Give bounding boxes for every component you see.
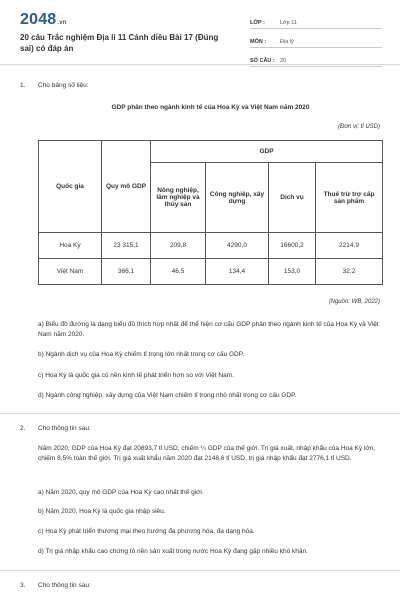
- q1-statement-d: d) Ngành công nghiệp, xây dựng của Việt Nam chiếm tỉ trọng nhỏ nhất trong cơ cấu GDP.: [38, 392, 297, 399]
- question-1-prompt: Cho bảng số liệu:: [38, 82, 89, 89]
- cell-service: 16600,2: [269, 233, 316, 259]
- cell-scale: 23 315,1: [102, 233, 151, 259]
- gdp-table: [38, 140, 383, 285]
- question-2-number: 2.: [20, 425, 26, 432]
- header-gdp-scale: Quy mô GDP: [102, 141, 151, 233]
- question-3-prompt: Cho thông tin sau:: [38, 582, 91, 589]
- q1-statement-b: b) Ngành dịch vụ của Hoa Kỳ chiếm tỉ trọng lớn nhất trong cơ cấu GDP.: [38, 351, 245, 358]
- q1-statement-a: a) Biểu đồ đường là dạng biểu đồ thích hợp nhất để thể hiện cơ cấu GDP phân theo ngành kinh tế của Hoa Kỳ và Việt Nam năm 2020.: [38, 321, 379, 338]
- header-service: Dịch vụ: [269, 163, 316, 233]
- table-source: (Nguồn: WB, 2022): [328, 299, 380, 305]
- table-row: [39, 259, 383, 285]
- meta-count-key: SỐ CÂU :: [250, 58, 275, 64]
- header-industry: Công nghiệp, xây dựng: [206, 163, 269, 233]
- cell-service: 153,0: [269, 259, 316, 285]
- question-3-number: 3.: [20, 582, 26, 589]
- question-2-prompt: Cho thông tin sau:: [38, 425, 91, 432]
- cell-country: Hoa Kỳ: [39, 233, 102, 259]
- cell-agri: 46,5: [151, 259, 206, 285]
- cell-scale: 366,1: [102, 259, 151, 285]
- cell-tax: 32,2: [316, 259, 383, 285]
- page-header: [0, 0, 400, 65]
- meta-subject: [250, 32, 382, 48]
- table-row: [39, 233, 383, 259]
- table-unit: (Đơn vị: tỉ USD): [338, 124, 380, 130]
- q1-statement-c: c) Hoa Kỳ là quốc gia có nền kinh tế phát triển hơn so với Việt Nam.: [38, 372, 234, 379]
- meta-class-value: Lớp 11: [280, 20, 297, 26]
- question-1-number: 1.: [20, 82, 26, 89]
- header-agriculture: Nông nghiệp, lâm nghiệp và thủy sản: [151, 163, 206, 233]
- table-header-row: [39, 141, 383, 163]
- question-divider: [0, 413, 400, 414]
- document-title: 20 câu Trắc nghiệm Địa lí 11 Cánh diều Bài 17 (Đúng sai) có đáp án: [20, 33, 219, 53]
- cell-tax: 2214,9: [316, 233, 383, 259]
- logo-ext: .vn: [57, 20, 67, 26]
- logo-text: 2048: [20, 11, 57, 28]
- q2-statement-d: d) Trị giá nhập khẩu cao chứng tỏ nền sản xuất trong nước Hoa Kỳ đang gặp nhiều khó khăn.: [38, 548, 308, 555]
- question-divider: [0, 570, 400, 571]
- q2-statement-b: b) Năm 2020, Hoa Kỳ là quốc gia nhập siêu.: [38, 508, 166, 515]
- cell-industry: 4290,0: [206, 233, 269, 259]
- meta-subject-value: Địa lý: [280, 39, 294, 45]
- table-title: GDP phân theo ngành kinh tế của Hoa Kỳ và Việt Nam năm 2020: [111, 104, 310, 111]
- cell-country: Việt Nam: [39, 259, 102, 285]
- q2-info: Năm 2020, GDP của Hoa Kỳ đạt 20893,7 tỉ USD, chiếm ¼ GDP của thế giới. Trị giá xuất, nhập khẩu của Hoa Kỳ lớn, chiếm 8,5% toàn thế giới. Trị giá xuất khẩu năm 2020 đạt 2148,6 tỉ USD, trị giá nhập khẩu đạt 2776,1 tỉ USD.: [38, 445, 376, 462]
- q2-statement-c: c) Hoa Kỳ phát triển thương mại theo hướng đa phương hóa, đa dạng hóa.: [38, 528, 255, 535]
- header-gdp: GDP: [151, 141, 383, 163]
- meta-count-value: 20: [280, 58, 287, 64]
- site-logo[interactable]: [20, 11, 67, 29]
- meta-count: [250, 51, 382, 67]
- header-country: Quốc gia: [39, 141, 102, 233]
- header-tax: Thuế trừ trợ cấp sản phẩm: [316, 163, 383, 233]
- q2-statement-a: a) Năm 2020, quy mô GDP của Hoa Kỳ cao nhất thế giới.: [38, 489, 204, 496]
- meta-class-key: LỚP :: [250, 20, 265, 26]
- meta-class: [250, 13, 382, 29]
- cell-industry: 134,4: [206, 259, 269, 285]
- meta-info: [250, 13, 382, 70]
- meta-subject-key: MÔN :: [250, 39, 267, 45]
- cell-agri: 209,8: [151, 233, 206, 259]
